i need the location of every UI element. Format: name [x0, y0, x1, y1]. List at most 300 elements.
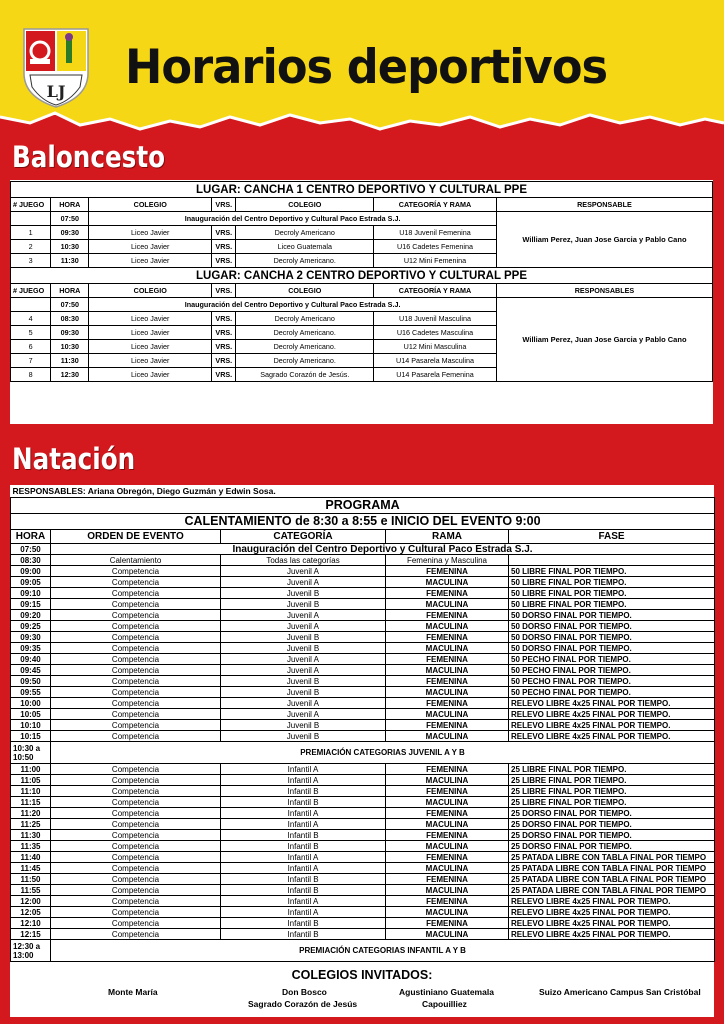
natacion-table: [10, 485, 715, 962]
hora-cell: 12:30: [51, 368, 89, 382]
table-row: [11, 874, 715, 885]
hora-cell: 07:50: [11, 544, 51, 555]
hora-cell: 10:30 a 10:50: [11, 742, 51, 764]
orden-cell: Competencia: [51, 863, 221, 874]
table-row: [11, 907, 715, 918]
hora-cell: 11:25: [11, 819, 51, 830]
fase-cell: 25 PATADA LIBRE CON TABLA FINAL POR TIEMPO: [509, 885, 715, 896]
col-orden: ORDEN DE EVENTO: [51, 530, 221, 544]
categoria-cell: U14 Pasarela Femenina: [374, 368, 497, 382]
orden-cell: Competencia: [51, 830, 221, 841]
table-row: [11, 786, 715, 797]
categoria-cell: Juvenil B: [221, 588, 386, 599]
orden-cell: Competencia: [51, 819, 221, 830]
rama-cell: FEMENINA: [386, 830, 509, 841]
table-row: [11, 841, 715, 852]
hora-cell: 10:15: [11, 731, 51, 742]
categoria-cell: Juvenil B: [221, 632, 386, 643]
hora-cell: 12:00: [11, 896, 51, 907]
categoria-cell: Infantil B: [221, 918, 386, 929]
hora-cell: 11:40: [11, 852, 51, 863]
school-crest-logo: [20, 25, 92, 109]
rama-cell: MACULINA: [386, 577, 509, 588]
col-colegio: COLEGIO: [89, 284, 212, 298]
orden-cell: Calentamiento: [51, 555, 221, 566]
invitado-school: Don Bosco: [282, 987, 327, 997]
col-colegio2: COLEGIO: [236, 284, 374, 298]
vrs-cell: VRS.: [212, 326, 236, 340]
table-row: [11, 885, 715, 896]
orden-cell: Competencia: [51, 929, 221, 940]
fase-cell: 50 DORSO FINAL POR TIEMPO.: [509, 610, 715, 621]
categoria-cell: U12 Mini Masculina: [374, 340, 497, 354]
fase-cell: 50 LIBRE FINAL POR TIEMPO.: [509, 588, 715, 599]
rama-cell: MACULINA: [386, 907, 509, 918]
baloncesto-table: [10, 181, 713, 382]
fase-cell: 50 PECHO FINAL POR TIEMPO.: [509, 676, 715, 687]
orden-cell: Competencia: [51, 852, 221, 863]
invitado-school: Monte María: [108, 987, 158, 997]
juego-cell: 8: [11, 368, 51, 382]
categoria-cell: Juvenil B: [221, 731, 386, 742]
orden-cell: Competencia: [51, 786, 221, 797]
fase-cell: RELEVO LIBRE 4x25 FINAL POR TIEMPO.: [509, 698, 715, 709]
hora-cell: 07:50: [51, 212, 89, 226]
vrs-cell: VRS.: [212, 368, 236, 382]
fase-cell: 50 PECHO FINAL POR TIEMPO.: [509, 687, 715, 698]
baloncesto-title: Baloncesto: [12, 140, 166, 174]
hora-cell: 11:30: [51, 254, 89, 268]
col-categoria: CATEGORÍA Y RAMA: [374, 198, 497, 212]
hora-cell: 12:05: [11, 907, 51, 918]
fase-cell: 50 DORSO FINAL POR TIEMPO.: [509, 643, 715, 654]
fase-cell: RELEVO LIBRE 4x25 FINAL POR TIEMPO.: [509, 929, 715, 940]
table-row: [11, 687, 715, 698]
orden-cell: Competencia: [51, 720, 221, 731]
orden-cell: Competencia: [51, 676, 221, 687]
natacion-responsables: RESPONSABLES: Ariana Obregón, Diego Guzmán y Edwin Sosa.: [12, 485, 276, 496]
hora-cell: 09:20: [11, 610, 51, 621]
hora-cell: 08:30: [51, 312, 89, 326]
categoria-cell: Infantil B: [221, 786, 386, 797]
calentamiento-line: CALENTAMIENTO de 8:30 a 8:55 e INICIO DEL EVENTO 9:00: [11, 514, 715, 530]
colegio-cell: Liceo Javier: [89, 312, 212, 326]
fase-cell: 50 DORSO FINAL POR TIEMPO.: [509, 632, 715, 643]
orden-cell: Competencia: [51, 665, 221, 676]
fase-cell: 25 DORSO FINAL POR TIEMPO.: [509, 830, 715, 841]
natacion-header-row: [11, 530, 715, 544]
hora-cell: 08:30: [11, 555, 51, 566]
fase-cell: 50 DORSO FINAL POR TIEMPO.: [509, 621, 715, 632]
hora-cell: 09:00: [11, 566, 51, 577]
hora-cell: 09:55: [11, 687, 51, 698]
colegio-cell: Liceo Javier: [89, 254, 212, 268]
categoria-cell: Infantil A: [221, 808, 386, 819]
categoria-cell: U18 Juvenil Femenina: [374, 226, 497, 240]
col-categoria: CATEGORÍA: [221, 530, 386, 544]
categoria-cell: Infantil B: [221, 885, 386, 896]
juego-cell: 4: [11, 312, 51, 326]
orden-cell: Competencia: [51, 566, 221, 577]
rama-cell: FEMENINA: [386, 632, 509, 643]
colegio-cell: Liceo Javier: [89, 340, 212, 354]
orden-cell: Competencia: [51, 643, 221, 654]
table-row: [11, 852, 715, 863]
rama-cell: FEMENINA: [386, 720, 509, 731]
hora-cell: 11:30: [11, 830, 51, 841]
col-juego: # JUEGO: [11, 284, 51, 298]
hora-cell: 12:15: [11, 929, 51, 940]
categoria-cell: Infantil B: [221, 797, 386, 808]
table-row: [11, 212, 713, 226]
rama-cell: FEMENINA: [386, 918, 509, 929]
table-row: [11, 544, 715, 555]
col-responsables: RESPONSABLES: [496, 284, 712, 298]
fase-cell: RELEVO LIBRE 4x25 FINAL POR TIEMPO.: [509, 907, 715, 918]
vrs-cell: VRS.: [212, 240, 236, 254]
hora-cell: 11:10: [11, 786, 51, 797]
categoria-cell: Infantil A: [221, 907, 386, 918]
juego-cell: 7: [11, 354, 51, 368]
hora-cell: 11:45: [11, 863, 51, 874]
col-rama: RAMA: [386, 530, 509, 544]
hora-cell: 11:50: [11, 874, 51, 885]
table-row: [11, 709, 715, 720]
rama-cell: FEMENINA: [386, 654, 509, 665]
orden-cell: Competencia: [51, 588, 221, 599]
premiacion-infantil-row: [11, 940, 715, 962]
rama-cell: FEMENINA: [386, 610, 509, 621]
inauguracion-cell: Inauguración del Centro Deportivo y Cultural Paco Estrada S.J.: [89, 298, 497, 312]
inauguracion-cell: Inauguración del Centro Deportivo y Cultural Paco Estrada S.J.: [89, 212, 497, 226]
table-row: [11, 610, 715, 621]
hora-cell: 09:35: [11, 643, 51, 654]
categoria-cell: Juvenil B: [221, 643, 386, 654]
hora-cell: 10:30: [51, 340, 89, 354]
col-hora: HORA: [51, 198, 89, 212]
natacion-panel: [10, 485, 714, 1017]
juego-cell: 5: [11, 326, 51, 340]
fase-cell: 25 DORSO FINAL POR TIEMPO.: [509, 841, 715, 852]
cancha2-lugar: LUGAR: CANCHA 2 CENTRO DEPORTIVO Y CULTURAL PPE: [11, 268, 713, 284]
orden-cell: Competencia: [51, 654, 221, 665]
hora-cell: 10:10: [11, 720, 51, 731]
rama-cell: MACULINA: [386, 731, 509, 742]
orden-cell: Competencia: [51, 874, 221, 885]
categoria-cell: Todas las categorías: [221, 555, 386, 566]
rama-cell: MACULINA: [386, 863, 509, 874]
col-vrs: VRS.: [212, 198, 236, 212]
rama-cell: MACULINA: [386, 621, 509, 632]
fase-cell: 50 LIBRE FINAL POR TIEMPO.: [509, 577, 715, 588]
orden-cell: Competencia: [51, 841, 221, 852]
colegio-cell: Liceo Javier: [89, 226, 212, 240]
responsable-cell: William Perez, Juan Jose Garcia y Pablo Cano: [496, 298, 712, 382]
logo-letters: LJ: [46, 82, 66, 101]
hora-cell: 11:35: [11, 841, 51, 852]
categoria-cell: U14 Pasarela Masculina: [374, 354, 497, 368]
fase-cell: 25 LIBRE FINAL POR TIEMPO.: [509, 786, 715, 797]
orden-cell: Competencia: [51, 709, 221, 720]
orden-cell: Competencia: [51, 610, 221, 621]
hora-cell: 09:45: [11, 665, 51, 676]
rama-cell: MACULINA: [386, 929, 509, 940]
hora-cell: 09:15: [11, 599, 51, 610]
categoria-cell: Infantil A: [221, 852, 386, 863]
cancha1-header-row: [11, 198, 713, 212]
natacion-title: Natación: [12, 442, 136, 476]
categoria-cell: Infantil B: [221, 830, 386, 841]
orden-cell: Competencia: [51, 797, 221, 808]
rama-cell: FEMENINA: [386, 852, 509, 863]
fase-cell: [509, 555, 715, 566]
table-row: [11, 929, 715, 940]
colegio-cell: Liceo Javier: [89, 240, 212, 254]
vrs-cell: VRS.: [212, 254, 236, 268]
fase-cell: RELEVO LIBRE 4x25 FINAL POR TIEMPO.: [509, 896, 715, 907]
juego-cell: 3: [11, 254, 51, 268]
colegio-cell: Liceo Guatemala: [236, 240, 374, 254]
orden-cell: Competencia: [51, 775, 221, 786]
categoria-cell: Juvenil A: [221, 577, 386, 588]
fase-cell: 25 DORSO FINAL POR TIEMPO.: [509, 819, 715, 830]
orden-cell: Competencia: [51, 918, 221, 929]
colegio-cell: Decroly Americano: [236, 226, 374, 240]
inauguracion-cell: Inauguración del Centro Deportivo y Cultural Paco Estrada S.J.: [51, 544, 715, 555]
table-row: [11, 665, 715, 676]
col-colegio: COLEGIO: [89, 198, 212, 212]
premiacion-cell: PREMIACIÓN CATEGORIAS JUVENIL A Y B: [51, 742, 715, 764]
page-title: Horarios deportivos: [125, 40, 608, 95]
categoria-cell: Juvenil A: [221, 709, 386, 720]
hora-cell: 11:00: [11, 764, 51, 775]
colegio-cell: Liceo Javier: [89, 326, 212, 340]
categoria-cell: Juvenil A: [221, 610, 386, 621]
colegio-cell: Liceo Javier: [89, 368, 212, 382]
col-colegio2: COLEGIO: [236, 198, 374, 212]
categoria-cell: U12 Mini Femenina: [374, 254, 497, 268]
table-row: [11, 764, 715, 775]
table-row: [11, 643, 715, 654]
colegio-cell: Decroly Americano.: [236, 340, 374, 354]
table-row: [11, 298, 713, 312]
col-hora: HORA: [11, 530, 51, 544]
hora-cell: 09:05: [11, 577, 51, 588]
orden-cell: Competencia: [51, 632, 221, 643]
rama-cell: FEMENINA: [386, 786, 509, 797]
rama-cell: MACULINA: [386, 841, 509, 852]
rama-cell: FEMENINA: [386, 808, 509, 819]
fase-cell: 25 PATADA LIBRE CON TABLA FINAL POR TIEMPO: [509, 874, 715, 885]
juego-cell: 1: [11, 226, 51, 240]
orden-cell: Competencia: [51, 808, 221, 819]
categoria-cell: Juvenil A: [221, 698, 386, 709]
col-hora: HORA: [51, 284, 89, 298]
rama-cell: MACULINA: [386, 797, 509, 808]
col-juego: # JUEGO: [11, 198, 51, 212]
categoria-cell: Juvenil A: [221, 621, 386, 632]
table-row: [11, 863, 715, 874]
hora-cell: 09:25: [11, 621, 51, 632]
table-row: [11, 896, 715, 907]
rama-cell: MACULINA: [386, 665, 509, 676]
fase-cell: 50 LIBRE FINAL POR TIEMPO.: [509, 599, 715, 610]
cancha1-lugar: LUGAR: CANCHA 1 CENTRO DEPORTIVO Y CULTURAL PPE: [11, 182, 713, 198]
invitado-school: Agustiniano Guatemala: [399, 987, 494, 997]
table-row: [11, 731, 715, 742]
categoria-cell: Infantil A: [221, 775, 386, 786]
invitados-title: COLEGIOS INVITADOS:: [291, 968, 433, 982]
fase-cell: 25 DORSO FINAL POR TIEMPO.: [509, 808, 715, 819]
table-row: [11, 698, 715, 709]
juego-cell: 2: [11, 240, 51, 254]
hora-cell: 10:00: [11, 698, 51, 709]
rama-cell: FEMENINA: [386, 676, 509, 687]
hora-cell: 09:10: [11, 588, 51, 599]
vrs-cell: VRS.: [212, 340, 236, 354]
table-row: [11, 808, 715, 819]
vrs-cell: VRS.: [212, 354, 236, 368]
premiacion-juvenil-row: [11, 742, 715, 764]
table-row: [11, 797, 715, 808]
hora-cell: 10:30: [51, 240, 89, 254]
fase-cell: 25 PATADA LIBRE CON TABLA FINAL POR TIEMPO: [509, 863, 715, 874]
orden-cell: Competencia: [51, 885, 221, 896]
table-row: [11, 588, 715, 599]
col-categoria: CATEGORÍA Y RAMA: [374, 284, 497, 298]
categoria-cell: U16 Cadetes Femenina: [374, 240, 497, 254]
rama-cell: FEMENINA: [386, 588, 509, 599]
programa-title: PROGRAMA: [11, 498, 715, 514]
rama-cell: Femenina y Masculina: [386, 555, 509, 566]
orden-cell: Competencia: [51, 698, 221, 709]
categoria-cell: Juvenil A: [221, 665, 386, 676]
vrs-cell: VRS.: [212, 312, 236, 326]
rama-cell: MACULINA: [386, 819, 509, 830]
hora-cell: 09:30: [11, 632, 51, 643]
orden-cell: Competencia: [51, 577, 221, 588]
fase-cell: 50 LIBRE FINAL POR TIEMPO.: [509, 566, 715, 577]
rama-cell: MACULINA: [386, 775, 509, 786]
hora-cell: 10:05: [11, 709, 51, 720]
rama-cell: MACULINA: [386, 599, 509, 610]
hora-cell: 11:05: [11, 775, 51, 786]
hora-cell: 11:15: [11, 797, 51, 808]
table-row: [11, 676, 715, 687]
responsable-cell: William Perez, Juan Jose Garcia y Pablo Cano: [496, 212, 712, 268]
fase-cell: 25 LIBRE FINAL POR TIEMPO.: [509, 775, 715, 786]
table-row: [11, 830, 715, 841]
categoria-cell: Juvenil B: [221, 676, 386, 687]
hora-cell: 07:50: [51, 298, 89, 312]
rama-cell: FEMENINA: [386, 896, 509, 907]
orden-cell: Competencia: [51, 764, 221, 775]
table-row: [11, 621, 715, 632]
orden-cell: Competencia: [51, 731, 221, 742]
col-responsable: RESPONSABLE: [496, 198, 712, 212]
rama-cell: MACULINA: [386, 643, 509, 654]
hora-cell: 09:30: [51, 226, 89, 240]
categoria-cell: Infantil B: [221, 841, 386, 852]
colegio-cell: Sagrado Corazón de Jesús.: [236, 368, 374, 382]
rama-cell: FEMENINA: [386, 874, 509, 885]
hora-cell: 11:20: [11, 808, 51, 819]
hora-cell: 11:55: [11, 885, 51, 896]
fase-cell: RELEVO LIBRE 4x25 FINAL POR TIEMPO.: [509, 709, 715, 720]
colegio-cell: Decroly Americano.: [236, 354, 374, 368]
categoria-cell: Infantil A: [221, 863, 386, 874]
rama-cell: MACULINA: [386, 709, 509, 720]
categoria-cell: Juvenil A: [221, 566, 386, 577]
hora-cell: 09:30: [51, 326, 89, 340]
table-row: [11, 566, 715, 577]
categoria-cell: Infantil A: [221, 764, 386, 775]
fase-cell: 50 PECHO FINAL POR TIEMPO.: [509, 654, 715, 665]
table-row: [11, 599, 715, 610]
table-row: [11, 555, 715, 566]
fase-cell: 25 LIBRE FINAL POR TIEMPO.: [509, 797, 715, 808]
col-vrs: VRS.: [212, 284, 236, 298]
premiacion-cell: PREMIACIÓN CATEGORIAS INFANTIL A Y B: [51, 940, 715, 962]
rama-cell: MACULINA: [386, 885, 509, 896]
table-row: [11, 918, 715, 929]
orden-cell: Competencia: [51, 896, 221, 907]
table-row: [11, 819, 715, 830]
baloncesto-panel: [10, 180, 713, 424]
invitado-school: Sagrado Corazón de Jesús: [248, 999, 358, 1009]
rama-cell: FEMENINA: [386, 566, 509, 577]
orden-cell: Competencia: [51, 907, 221, 918]
invitado-school: Capouilliez: [422, 999, 467, 1009]
orden-cell: Competencia: [51, 599, 221, 610]
categoria-cell: U16 Cadetes Masculina: [374, 326, 497, 340]
cancha2-header-row: [11, 284, 713, 298]
col-fase: FASE: [509, 530, 715, 544]
fase-cell: 50 PECHO FINAL POR TIEMPO.: [509, 665, 715, 676]
categoria-cell: Juvenil A: [221, 654, 386, 665]
colegio-cell: Decroly Americano.: [236, 326, 374, 340]
hora-cell: 11:30: [51, 354, 89, 368]
fase-cell: 25 LIBRE FINAL POR TIEMPO.: [509, 764, 715, 775]
table-row: [11, 654, 715, 665]
hora-cell: 09:50: [11, 676, 51, 687]
rama-cell: FEMENINA: [386, 764, 509, 775]
categoria-cell: Juvenil B: [221, 687, 386, 698]
categoria-cell: Infantil A: [221, 896, 386, 907]
colegio-cell: Decroly Americano.: [236, 254, 374, 268]
categoria-cell: U18 Juvenil Masculina: [374, 312, 497, 326]
orden-cell: Competencia: [51, 687, 221, 698]
orden-cell: Competencia: [51, 621, 221, 632]
rama-cell: FEMENINA: [386, 698, 509, 709]
hora-cell: 12:10: [11, 918, 51, 929]
fase-cell: RELEVO LIBRE 4x25 FINAL POR TIEMPO.: [509, 720, 715, 731]
vrs-cell: VRS.: [212, 226, 236, 240]
table-row: [11, 632, 715, 643]
fase-cell: 25 PATADA LIBRE CON TABLA FINAL POR TIEMPO: [509, 852, 715, 863]
colegio-cell: Liceo Javier: [89, 354, 212, 368]
colegio-cell: Decroly Americano: [236, 312, 374, 326]
categoria-cell: Juvenil B: [221, 599, 386, 610]
categoria-cell: Infantil B: [221, 874, 386, 885]
table-row: [11, 775, 715, 786]
categoria-cell: Infantil B: [221, 929, 386, 940]
invitado-school: Suizo Americano Campus San Cristóbal: [539, 987, 701, 997]
hora-cell: 12:30 a 13:00: [11, 940, 51, 962]
colegios-invitados: [10, 968, 714, 1012]
table-row: [11, 720, 715, 731]
fase-cell: RELEVO LIBRE 4x25 FINAL POR TIEMPO.: [509, 918, 715, 929]
